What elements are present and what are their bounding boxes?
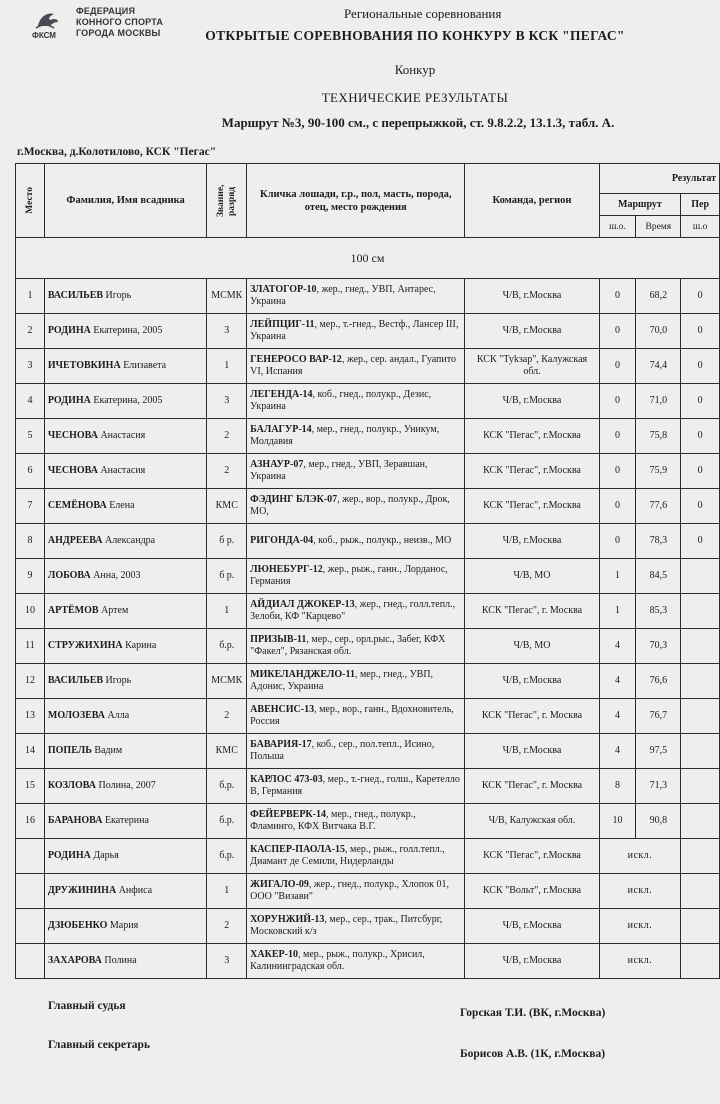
rank-cell: б р. <box>207 559 247 594</box>
faults-cell: 10 <box>599 804 636 839</box>
time-cell: 85,3 <box>636 594 681 629</box>
rider-cell <box>44 734 206 769</box>
horse-name: КАРЛОС 473-03 <box>250 774 323 785</box>
horse-info: , мер., т.-гнед., Вестф., Лансер III, Украина <box>250 319 459 342</box>
competition-level: Региональные соревнования <box>344 6 502 21</box>
jumpoff-faults-cell <box>681 874 720 909</box>
table-row <box>16 559 720 594</box>
table-row <box>16 489 720 524</box>
jumpoff-faults-cell <box>681 699 720 734</box>
faults-cell: 0 <box>599 314 636 349</box>
rider-cell <box>44 804 206 839</box>
rider-surname: МОЛОЗЕВА <box>47 710 106 721</box>
jumpoff-faults-cell: 0 <box>681 489 720 524</box>
place-cell: 1 <box>16 279 45 314</box>
horse-cell <box>247 314 465 349</box>
team-cell: Ч/В, г.Москва <box>465 944 599 979</box>
time-cell: 70,0 <box>636 314 681 349</box>
jumpoff-faults-cell <box>681 664 720 699</box>
horse-cell <box>247 594 465 629</box>
rider-cell <box>44 454 206 489</box>
rider-surname: ВАСИЛЬЕВ <box>47 290 104 301</box>
jumpoff-faults-cell: 0 <box>681 349 720 384</box>
rank-cell: б.р. <box>207 804 247 839</box>
rider-surname: АНДРЕЕВА <box>47 535 103 546</box>
time-cell: 74,4 <box>636 349 681 384</box>
table-row <box>16 279 720 314</box>
rider-surname: ЗАХАРОВА <box>47 955 102 966</box>
rider-cell <box>44 944 206 979</box>
rider-name: Полина <box>104 955 137 966</box>
rider-cell <box>44 559 206 594</box>
team-cell: КСК "Вольт", г.Москва <box>465 874 599 909</box>
horse-info: , мер., рыж., голл.тепл., Диамант де Семили, Нидерланды <box>250 844 445 867</box>
horse-cell <box>247 559 465 594</box>
jumpoff-faults-cell <box>681 769 720 804</box>
horse-info: , мер., гнед., УВП, Зеравшан, Украина <box>250 459 428 482</box>
faults-cell: 0 <box>599 349 636 384</box>
faults-cell: 0 <box>599 454 636 489</box>
horse-name: ФЭДИНГ БЛЭК-07 <box>250 494 338 505</box>
table-row <box>16 454 720 489</box>
location: г.Москва, д.Колотилово, КСК "Пегас" <box>17 146 217 158</box>
rider-surname: БАРАНОВА <box>47 815 103 826</box>
rider-surname: СЕМЁНОВА <box>47 500 107 511</box>
rank-cell: б.р. <box>207 769 247 804</box>
rider-name: Елизавета <box>123 360 167 371</box>
rider-name: Екатерина <box>104 815 149 826</box>
team-cell: КСК "Пегас", г. Москва <box>465 699 599 734</box>
route-description: Маршрут №3, 90-100 см., с перепрыжкой, ст. 9.8.2.2, 13.1.3, табл. А. <box>221 115 615 130</box>
jumpoff-faults-cell <box>681 629 720 664</box>
rider-name: Анна, 2003 <box>93 570 141 581</box>
table-row <box>16 699 720 734</box>
rider-name: Карина <box>125 640 157 651</box>
horse-info: , мер., гнед., полукр., Фламинго, КФХ Витчака В.Г. <box>250 809 416 832</box>
place-cell: 14 <box>16 734 45 769</box>
category-row <box>16 238 720 279</box>
horse-name: РИГОНДА-04 <box>250 535 314 546</box>
horse-info: , жер., гнед., голл.тепл., Зелоби, КФ "Карцево" <box>250 599 456 622</box>
rider-name: Артем <box>101 605 129 616</box>
rank-cell: 2 <box>207 419 247 454</box>
rider-surname: ЧЕСНОВА <box>47 465 98 476</box>
table-row-excluded <box>16 839 720 874</box>
place-cell <box>16 874 45 909</box>
horse-name: ЛЕЙПЦИГ-11 <box>250 319 315 330</box>
rank-cell: МСМК <box>207 664 247 699</box>
horse-info: , мер., т.-гнед., голш., Каретелло В, Германия <box>250 774 460 797</box>
rider-surname: ИЧЕТОВКИНА <box>47 360 121 371</box>
team-cell: Ч/В, г.Москва <box>465 664 599 699</box>
rider-name: Игорь <box>105 675 132 686</box>
team-cell: Ч/В, г.Москва <box>465 524 599 559</box>
federation-line: ГОРОДА МОСКВЫ <box>76 28 161 38</box>
rider-surname: ЧЕСНОВА <box>47 430 98 441</box>
rider-surname: ДЗЮБЕНКО <box>47 920 108 931</box>
team-cell: КСК "Туkзар", Калужская обл. <box>465 349 599 384</box>
faults-cell: 1 <box>599 559 636 594</box>
team-cell: Ч/В, г.Москва <box>465 384 599 419</box>
horse-info: , жер., вор., полукр., Дрок, МО, <box>250 494 450 517</box>
horse-name: КАСПЕР-ПАОЛА-15 <box>250 844 346 855</box>
header-rider: Фамилия, Имя всадника <box>44 164 206 238</box>
rider-surname: ЛОБОВА <box>47 570 91 581</box>
place-cell: 8 <box>16 524 45 559</box>
table-row <box>16 734 720 769</box>
faults-cell: 1 <box>599 594 636 629</box>
time-cell: 97,5 <box>636 734 681 769</box>
faults-cell: 4 <box>599 629 636 664</box>
jumpoff-faults-cell: 0 <box>681 419 720 454</box>
rank-cell: б р. <box>207 524 247 559</box>
horse-name: ЛЮНЕБУРГ-12 <box>250 564 323 575</box>
horse-cell <box>247 944 465 979</box>
table-row <box>16 804 720 839</box>
team-cell: КСК "Пегас", г. Москва <box>465 769 599 804</box>
table-row <box>16 419 720 454</box>
federation-line: ФЕДЕРАЦИЯ <box>76 6 136 16</box>
jumpoff-faults-cell <box>681 909 720 944</box>
horse-name: ГЕНЕРОСО ВАР-12 <box>250 354 342 365</box>
horse-cell <box>247 279 465 314</box>
place-cell: 3 <box>16 349 45 384</box>
horse-info: , жер., рыж., ганн., Лорданос, Германия <box>250 564 448 587</box>
rider-name: Мария <box>109 920 139 931</box>
horse-cell <box>247 734 465 769</box>
time-cell: 71,3 <box>636 769 681 804</box>
place-cell: 5 <box>16 419 45 454</box>
jumpoff-faults-cell <box>681 594 720 629</box>
place-cell: 4 <box>16 384 45 419</box>
header-place: Место <box>16 164 45 238</box>
time-cell: 84,5 <box>636 559 681 594</box>
rider-name: Анастасия <box>100 430 146 441</box>
team-cell: Ч/В, г.Москва <box>465 734 599 769</box>
table-row <box>16 524 720 559</box>
horse-cell <box>247 769 465 804</box>
place-cell: 12 <box>16 664 45 699</box>
horse-info: , мер., гнед., полукр., Уникум, Молдавия <box>250 424 440 447</box>
jumpoff-faults-cell <box>681 559 720 594</box>
status-cell: искл. <box>599 874 681 909</box>
table-row <box>16 349 720 384</box>
faults-cell: 4 <box>599 734 636 769</box>
rider-name: Алла <box>107 710 130 721</box>
horse-cell <box>247 489 465 524</box>
status-cell: искл. <box>599 909 681 944</box>
faults-cell: 0 <box>599 524 636 559</box>
horse-name: ЛЕГЕНДА-14 <box>250 389 313 400</box>
horse-name: АЗНАУР-07 <box>250 459 304 470</box>
header-jumpoff: Пер <box>681 194 720 216</box>
horse-info: , коб., рыж., полукр., неизв., МО <box>313 535 452 546</box>
table-row-excluded <box>16 944 720 979</box>
faults-cell: 0 <box>599 489 636 524</box>
place-cell: 13 <box>16 699 45 734</box>
horse-name: БАВАРИЯ-17 <box>250 739 312 750</box>
horse-info: , мер., вор., ганн., Вдохновитель, Россия <box>250 704 454 727</box>
time-cell: 70,3 <box>636 629 681 664</box>
horse-info: , мер., рыж., полукр., Хрисил, Калининградская обл. <box>250 949 425 972</box>
horse-cell <box>247 454 465 489</box>
jumpoff-faults-cell <box>681 804 720 839</box>
horse-name: ХОРУНЖИЙ-13 <box>250 914 325 925</box>
jumpoff-faults-cell: 0 <box>681 524 720 559</box>
header-route: Маршрут <box>599 194 681 216</box>
place-cell: 10 <box>16 594 45 629</box>
team-cell: КСК "Пегас", г. Москва <box>465 594 599 629</box>
table-row-excluded <box>16 909 720 944</box>
horse-info: , мер., сер., трак., Питсбург, Московский к/з <box>250 914 443 937</box>
faults-cell: 0 <box>599 419 636 454</box>
place-cell <box>16 839 45 874</box>
horse-info: , коб., гнед., полукр., Дезис, Украина <box>250 389 432 412</box>
horse-cell <box>247 349 465 384</box>
federation-line: КОННОГО СПОРТА <box>76 17 164 27</box>
horse-info: , коб., сер., пол.тепл., Исино, Польша <box>250 739 435 762</box>
rider-cell <box>44 769 206 804</box>
rider-cell <box>44 594 206 629</box>
horse-name: МИКЕЛАНДЖЕЛО-11 <box>250 669 355 680</box>
horse-cell <box>247 874 465 909</box>
rider-cell <box>44 629 206 664</box>
rider-surname: РОДИНА <box>47 395 91 406</box>
jumpoff-faults-cell: 0 <box>681 314 720 349</box>
rider-cell <box>44 489 206 524</box>
rider-cell <box>44 909 206 944</box>
rider-cell <box>44 279 206 314</box>
horse-cell <box>247 909 465 944</box>
time-cell: 76,7 <box>636 699 681 734</box>
header-results: Результат <box>599 164 719 194</box>
team-cell: Ч/В, МО <box>465 629 599 664</box>
rank-cell: 2 <box>207 454 247 489</box>
place-cell: 6 <box>16 454 45 489</box>
rider-surname: КОЗЛОВА <box>47 780 96 791</box>
rider-cell <box>44 314 206 349</box>
time-cell: 75,8 <box>636 419 681 454</box>
secretary-label: Главный секретарь <box>48 1039 151 1051</box>
table-row <box>16 769 720 804</box>
horse-info: , жер., гнед., полукр., Хлопок 01, ООО "Визави" <box>250 879 449 902</box>
place-cell <box>16 944 45 979</box>
faults-cell: 4 <box>599 664 636 699</box>
team-cell: КСК "Пегас", г.Москва <box>465 839 599 874</box>
header-horse: Кличка лошади, г.р., пол, масть, порода, отец, место рождения <box>247 164 465 238</box>
judge-label: Главный судья <box>48 1000 126 1012</box>
competition-title: ОТКРЫТЫЕ СОРЕВНОВАНИЯ ПО КОНКУРУ В КСК "ПЕГАС" <box>205 28 625 43</box>
horse-name: ЗЛАТОГОР-10 <box>250 284 317 295</box>
rider-surname: СТРУЖИХИНА <box>47 640 123 651</box>
rank-cell: 1 <box>207 874 247 909</box>
rank-cell: 3 <box>207 384 247 419</box>
place-cell: 2 <box>16 314 45 349</box>
horse-name: ФЕЙЕРВЕРК-14 <box>250 809 327 820</box>
horse-cell <box>247 524 465 559</box>
rank-cell: КМС <box>207 734 247 769</box>
time-cell: 77,6 <box>636 489 681 524</box>
horse-info: , мер., гнед., УВП, Адонис, Украина <box>250 669 434 692</box>
rank-cell: 1 <box>207 349 247 384</box>
rider-cell <box>44 699 206 734</box>
time-cell: 75,9 <box>636 454 681 489</box>
team-cell: КСК "Пегас", г.Москва <box>465 489 599 524</box>
faults-cell: 0 <box>599 279 636 314</box>
rider-name: Анфиса <box>118 885 153 896</box>
header-faults-jumpoff: ш.о <box>681 216 720 238</box>
team-cell: Ч/В, Калужская обл. <box>465 804 599 839</box>
table-row <box>16 314 720 349</box>
secretary-name: Борисов А.В. (1К, г.Москва) <box>460 1048 606 1060</box>
place-cell: 11 <box>16 629 45 664</box>
rider-name: Екатерина, 2005 <box>93 325 163 336</box>
rider-name: Дарья <box>93 850 119 861</box>
header-faults: ш.о. <box>599 216 636 238</box>
judge-name: Горская Т.И. (ВК, г.Москва) <box>460 1007 606 1019</box>
table-row <box>16 384 720 419</box>
document-type: ТЕХНИЧЕСКИЕ РЕЗУЛЬТАТЫ <box>321 90 509 105</box>
jumpoff-faults-cell: 0 <box>681 384 720 419</box>
place-cell: 9 <box>16 559 45 594</box>
discipline: Конкур <box>394 62 436 77</box>
logo-text: ФКСМ <box>32 31 56 40</box>
team-cell: КСК "Пегас", г.Москва <box>465 454 599 489</box>
status-cell: искл. <box>599 839 681 874</box>
rider-surname: ПОПЕЛЬ <box>47 745 92 756</box>
team-cell: Ч/В, МО <box>465 559 599 594</box>
horse-name: БАЛАГУР-14 <box>250 424 312 435</box>
header-time: Время <box>636 216 681 238</box>
rider-cell <box>44 874 206 909</box>
rider-name: Елена <box>109 500 135 511</box>
horse-cell <box>247 629 465 664</box>
place-cell: 15 <box>16 769 45 804</box>
team-cell: Ч/В, г.Москва <box>465 314 599 349</box>
horse-cell <box>247 804 465 839</box>
rider-cell <box>44 349 206 384</box>
rider-cell <box>44 384 206 419</box>
rider-surname: РОДИНА <box>47 325 91 336</box>
rider-surname: ВАСИЛЬЕВ <box>47 675 104 686</box>
rider-name: Вадим <box>94 745 123 756</box>
rider-name: Анастасия <box>100 465 146 476</box>
time-cell: 71,0 <box>636 384 681 419</box>
rank-cell: 2 <box>207 909 247 944</box>
rank-cell: 2 <box>207 699 247 734</box>
rider-cell <box>44 524 206 559</box>
jumpoff-faults-cell: 0 <box>681 279 720 314</box>
horse-name: АЙДИАЛ ДЖОКЕР-13 <box>250 599 355 610</box>
horse-name: ЖИГАЛО-09 <box>250 879 309 890</box>
rider-surname: РОДИНА <box>47 850 91 861</box>
rank-cell: КМС <box>207 489 247 524</box>
horse-cell <box>247 384 465 419</box>
horse-cell <box>247 664 465 699</box>
table-row-excluded <box>16 874 720 909</box>
place-cell: 16 <box>16 804 45 839</box>
horse-name: ПРИЗЫВ-11 <box>250 634 307 645</box>
rider-name: Полина, 2007 <box>98 780 156 791</box>
rider-surname: АРТЁМОВ <box>47 605 99 616</box>
horse-cell <box>247 699 465 734</box>
faults-cell: 0 <box>599 384 636 419</box>
horse-name: ХАКЕР-10 <box>250 949 298 960</box>
table-row <box>16 594 720 629</box>
team-cell: Ч/В, г.Москва <box>465 909 599 944</box>
jumpoff-faults-cell <box>681 839 720 874</box>
time-cell: 90,8 <box>636 804 681 839</box>
jumpoff-faults-cell: 0 <box>681 454 720 489</box>
horse-cell <box>247 419 465 454</box>
rider-name: Александра <box>104 535 156 546</box>
time-cell: 68,2 <box>636 279 681 314</box>
header-rank: Звание, разряд <box>207 164 247 238</box>
status-cell: искл. <box>599 944 681 979</box>
rank-cell: 1 <box>207 594 247 629</box>
time-cell: 78,3 <box>636 524 681 559</box>
category-label: 100 см <box>16 238 720 279</box>
place-cell: 7 <box>16 489 45 524</box>
time-cell: 76,6 <box>636 664 681 699</box>
rank-cell: б.р. <box>207 629 247 664</box>
results-table <box>15 163 720 979</box>
horse-name: АВЕНСИС-13 <box>250 704 315 715</box>
team-cell: КСК "Пегас", г.Москва <box>465 419 599 454</box>
team-cell: Ч/В, г.Москва <box>465 279 599 314</box>
table-row <box>16 629 720 664</box>
horse-info: , жер., сер. андал., Гуапито VI, Испания <box>250 354 456 377</box>
table-row <box>16 664 720 699</box>
rider-cell <box>44 419 206 454</box>
horse-info: , жер., гнед., УВП, Антарес, Украина <box>250 284 436 307</box>
jumpoff-faults-cell <box>681 944 720 979</box>
horse-cell <box>247 839 465 874</box>
horse-info: , мер., сер., орл.рыс., Забег, КФХ "Факел", Рязанская обл. <box>250 634 446 657</box>
header-team: Команда, регион <box>465 164 599 238</box>
rider-surname: ДРУЖИНИНА <box>47 885 117 896</box>
jumpoff-faults-cell <box>681 734 720 769</box>
rider-name: Игорь <box>105 290 132 301</box>
rider-name: Екатерина, 2005 <box>93 395 163 406</box>
place-cell <box>16 909 45 944</box>
rider-cell <box>44 664 206 699</box>
faults-cell: 8 <box>599 769 636 804</box>
rank-cell: 3 <box>207 944 247 979</box>
rank-cell: б.р. <box>207 839 247 874</box>
faults-cell: 4 <box>599 699 636 734</box>
rank-cell: 3 <box>207 314 247 349</box>
rank-cell: МСМК <box>207 279 247 314</box>
rider-cell <box>44 839 206 874</box>
